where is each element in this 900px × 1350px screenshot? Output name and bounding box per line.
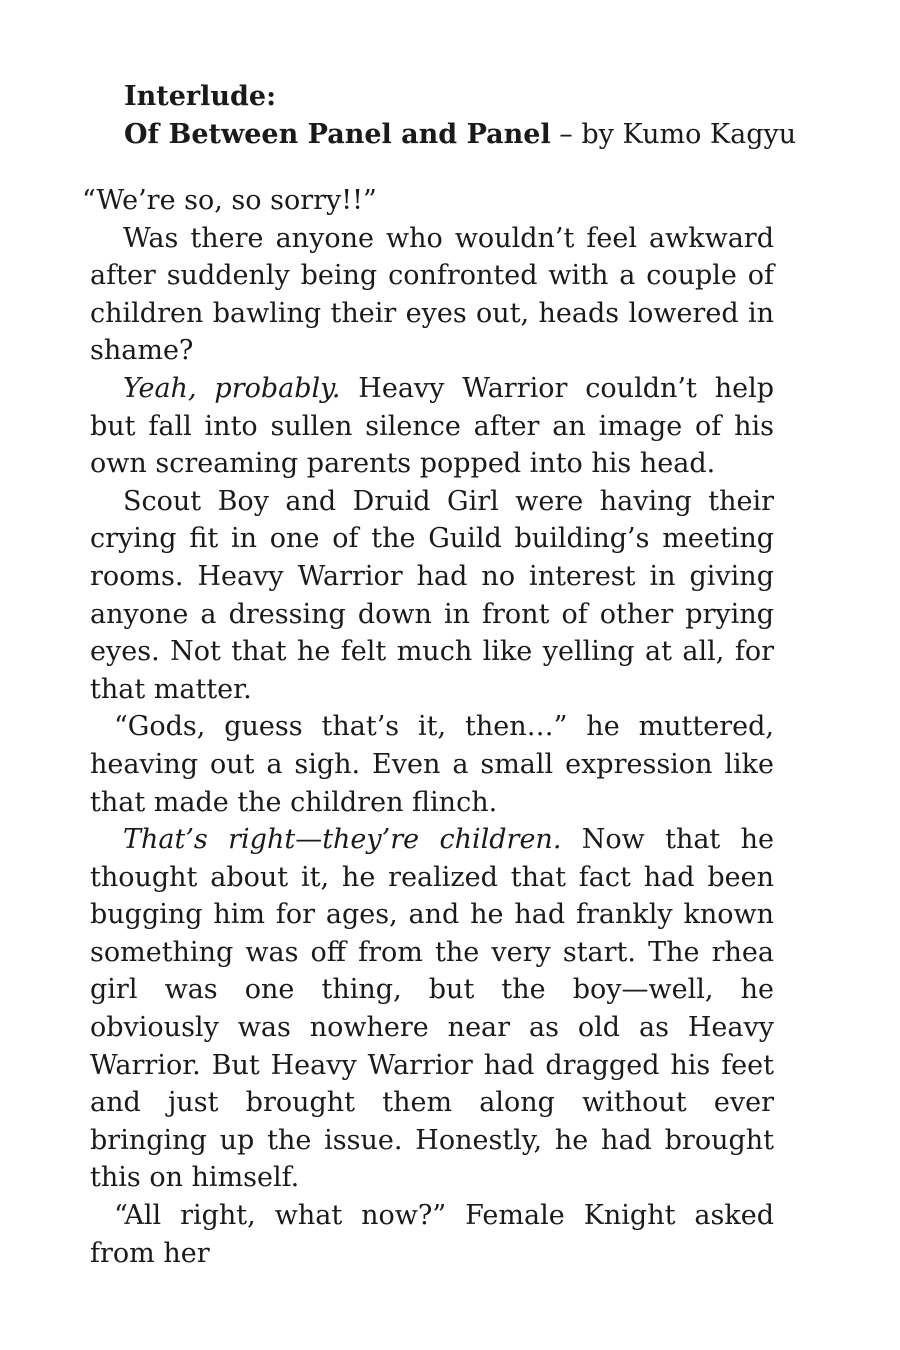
paragraph: Was there anyone who wouldn’t feel awkward after suddenly being confronted with a couple of children bawling their eyes out, heads lowered in shame? bbox=[90, 222, 774, 367]
italic-thought: That’s right—they’re children. bbox=[123, 824, 562, 856]
chapter-label: Interlude: bbox=[124, 81, 277, 112]
paragraph: Yeah, probably. Heavy Warrior couldn’t help but fall into sullen silence after an image of his own screaming parents popped into his head. bbox=[90, 372, 774, 480]
paragraph: “All right, what now?” Female Knight asked from her bbox=[90, 1200, 774, 1269]
author-name: Kumo Kagyu bbox=[622, 119, 797, 150]
byline-separator: – by bbox=[550, 119, 623, 150]
paragraph: Scout Boy and Druid Girl were having their crying fit in one of the Guild building’s meeting rooms. Heavy Warrior had no interest in giving anyone a dressing down in front of other prying eyes. Not that he felt much like yelling at all, for that matter. bbox=[90, 485, 774, 705]
paragraph: “Gods, guess that’s it, then…” he muttered, heaving out a sigh. Even a small expression like that made the children flinch. bbox=[90, 711, 774, 818]
paragraph: That’s right—they’re children. Now that he thought about it, he realized that fact had been bugging him for ages, and he had frankly known something was off from the very start. The rhea girl was one thing, but the boy—well, he obviously was nowhere near as old as Heavy Warrior. But Heavy Warrior had dragged his feet and just brought them along without ever bringing up the issue. Honestly, he had brought this on himself. bbox=[90, 824, 774, 1194]
italic-thought: Yeah, probably. bbox=[123, 372, 341, 404]
chapter-title: Of Between Panel and Panel bbox=[124, 119, 551, 150]
body-text bbox=[82, 182, 774, 1272]
paragraph: “We’re so, so sorry!!” bbox=[82, 185, 377, 216]
chapter-heading bbox=[124, 78, 824, 154]
chapter-title-line bbox=[124, 116, 824, 154]
